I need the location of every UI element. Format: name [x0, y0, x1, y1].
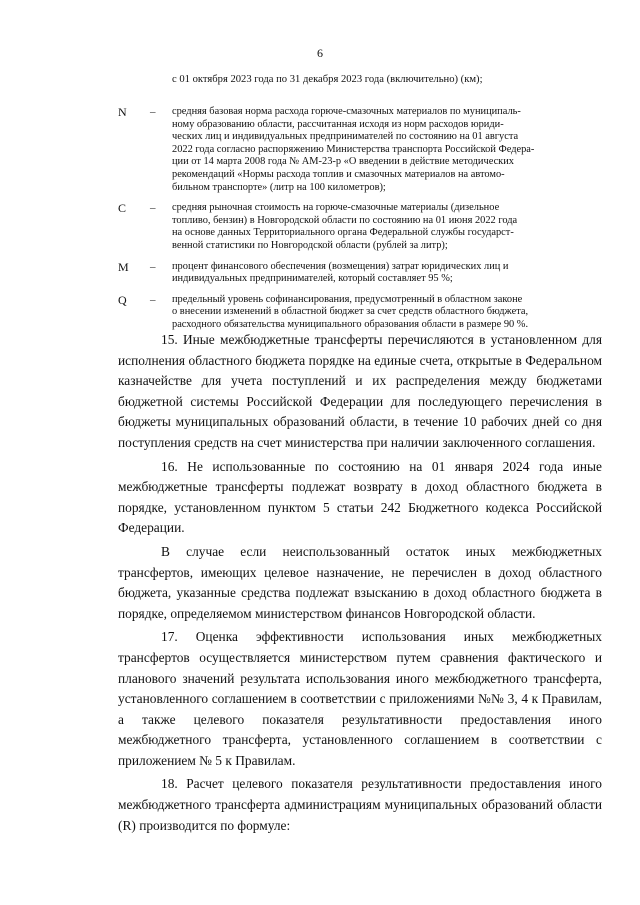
definition-symbol: M: [118, 259, 129, 274]
continuation-line: с 01 октября 2023 года по 31 декабря 2023 года (включительно) (км);: [172, 74, 483, 85]
definition-symbol: N: [118, 105, 127, 119]
paragraph-17: 17. Оценка эффективности использования иных межбюджетных трансфертов осуществляется министерством путем сравнения фактического и планового значений результата использования иного межбюджетного трансферта, установленного соглашением в соответствии с приложениями №№ 3, 4 к Правилам, а также целевого показателя результативности предоставления иного межбюджетного трансферта, установленного соглашением в соответствии с приложением № 5 к Правилам.: [118, 629, 602, 768]
definition-m: [118, 261, 600, 286]
definition-dash: –: [150, 293, 156, 306]
definition-q: [118, 294, 600, 332]
definition-text: средняя базовая норма расхода горюче-смазочных материалов по муниципаль- ному образованию области, рассчитанная исходя из норм расходов юриди- ческих лиц и индивидуальных предпринимателей по состоянию на 01 августа 2022 года согласно распоряжению Министерства транспорта Российской Федера- ции от 14 марта 2008 года № АМ-23-р «О введении в действие методических рекомендаций «Нормы расхода топлив и смазочных материалов на автомо- бильном транспорте» (литр на 100 километров);: [172, 106, 535, 193]
body-text: [118, 330, 602, 839]
page-number: 6: [317, 46, 323, 60]
paragraph-18: 18. Расчет целевого показателя результативности предоставления иного межбюджетного трансферта администрациям муниципальных образований области (R) производится по формуле:: [118, 776, 602, 833]
definition-dash: –: [150, 260, 156, 273]
paragraph-16-cont: В случае если неиспользованный остаток иных межбюджетных трансфертов, имеющих целевое назначение, не перечислен в доход областного бюджета, указанные средства подлежат взысканию в доход областного бюджета в порядке, определяемом министерством финансов Новгородской области.: [118, 543, 602, 621]
paragraph-16: 16. Не использованные по состоянию на 01 января 2024 года иные межбюджетные трансферты подлежат возврату в доход областного бюджета в порядке, установленном пунктом 5 статьи 242 Бюджетного кодекса Российской Федерации.: [118, 458, 602, 536]
definition-text: процент финансового обеспечения (возмещения) затрат юридических лиц и индивидуальных предпринимателей, который составляет 95 %;: [172, 260, 509, 285]
definition-symbol: Q: [118, 292, 127, 307]
definition-c: [118, 202, 600, 252]
paragraph-15: 15. Иные межбюджетные трансферты перечисляются в установленном для исполнения областного бюджета порядке на единые счета, открытые в Федеральном казначействе для учета поступлений и их распределения между бюджетами бюджетной системы Российской Федерации для последующего перечисления в бюджеты муниципальных образований области, в течение 10 рабочих дней со дня поступления средств на счет министерства при наличии заключенного соглашения.: [118, 332, 602, 450]
definition-text: средняя рыночная стоимость на горюче-смазочные материалы (дизельное топливо, бензин) в Новгородской области по состоянию на 01 июня 2022 года на основе данных Территориального органа Федеральной службы государст- венной статистики по Новгородской области (рублей за литр);: [172, 202, 518, 251]
definition-dash: –: [150, 202, 156, 215]
definition-n: [118, 106, 600, 194]
definition-symbol: C: [118, 201, 127, 216]
definition-dash: –: [150, 106, 156, 118]
definition-text: предельный уровень софинансирования, предусмотренный в областном законе о внесении изменений в областной бюджет за счет средств областного бюджета, расходного обязательства муниципального образования области в размере 90 %.: [172, 293, 529, 330]
variable-definitions: [118, 106, 600, 340]
